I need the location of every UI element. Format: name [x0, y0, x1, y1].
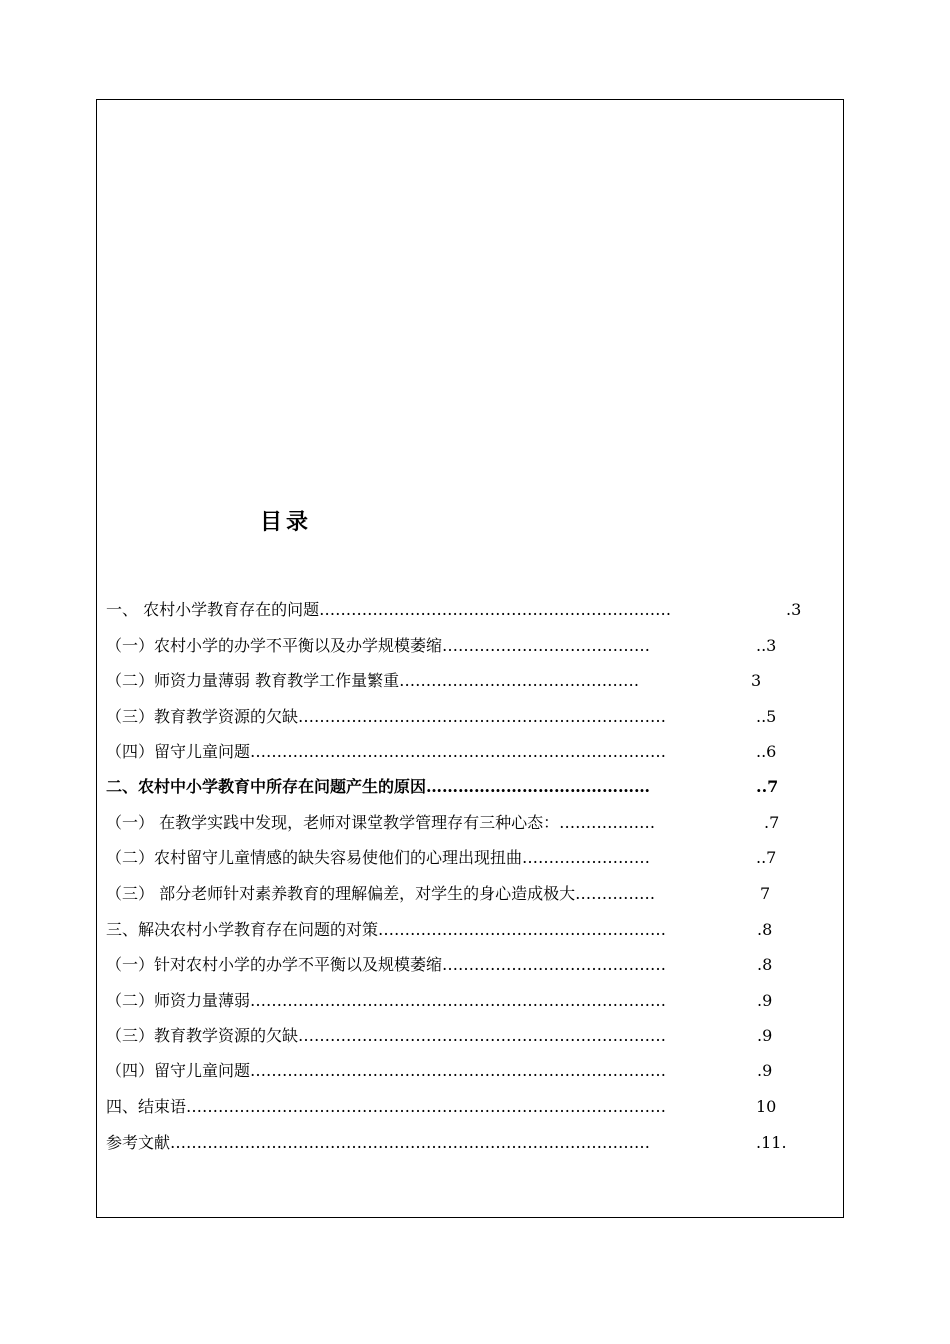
toc-entry-text: 参考文献……………………………………………………………………………… [106, 1133, 651, 1152]
toc-entry-text: （二）师资力量薄弱 教育教学工作量繁重……………………………………… [106, 671, 640, 690]
toc-entry[interactable] [106, 880, 770, 908]
toc-entry-page: .9 [757, 991, 773, 1010]
toc-title: 目录 [260, 510, 313, 535]
toc-entry-text: 二、农村中小学教育中所存在问题产生的原因…………………………………… [106, 777, 651, 796]
toc-entry-text: 四、结束语……………………………………………………………………………… [106, 1097, 667, 1116]
toc-entry-page: ..7 [756, 848, 777, 867]
toc-entry-page: .11. [756, 1133, 787, 1152]
toc-entry[interactable] [106, 1057, 772, 1085]
toc-entry[interactable] [106, 1093, 776, 1121]
toc-entry[interactable] [106, 703, 776, 731]
toc-entry-page: ..6 [756, 742, 777, 761]
toc-entry-text: 一、 农村小学教育存在的问题………………………………………………………… [106, 600, 672, 619]
toc-entry[interactable] [106, 844, 776, 872]
toc-entry-page: ..3 [756, 636, 777, 655]
toc-entry[interactable] [106, 916, 772, 944]
toc-entry[interactable] [106, 1022, 772, 1050]
toc-entry-page: .7 [764, 813, 780, 832]
toc-entry-page: 3 [751, 671, 762, 690]
toc-entry-text: （一）针对农村小学的办学不平衡以及规模萎缩…………………………………… [106, 955, 667, 974]
toc-entry-text: （二）师资力量薄弱…………………………………………………………………… [106, 991, 667, 1010]
toc-entry-text: （三）教育教学资源的欠缺…………………………………………………………… [106, 1026, 667, 1045]
toc-entry[interactable] [106, 667, 761, 695]
toc-entry-text: （二）农村留守儿童情感的缺失容易使他们的心理出现扭曲…………………… [106, 848, 651, 867]
toc-entry[interactable] [106, 632, 776, 660]
toc-entry-page: .8 [757, 955, 773, 974]
toc-entry-text: （三）教育教学资源的欠缺…………………………………………………………… [106, 707, 667, 726]
toc-entry-text: （四）留守儿童问题…………………………………………………………………… [106, 742, 667, 761]
toc-entry-text: （一） 在教学实践中发现，老师对课堂教学管理存有三种心态：……………… [106, 813, 656, 832]
toc-entry[interactable] [106, 738, 776, 766]
toc-entry-page: .3 [786, 600, 802, 619]
toc-entry-page: .9 [757, 1061, 773, 1080]
toc-entry[interactable] [106, 951, 772, 979]
toc-entry-text: （三） 部分老师针对素养教育的理解偏差，对学生的身心造成极大…………… [106, 884, 656, 903]
toc-entry[interactable] [106, 1129, 787, 1157]
toc-entry-page: 10 [756, 1097, 777, 1116]
toc-entry[interactable] [106, 809, 779, 837]
toc-entry-text: 三、解决农村小学教育存在问题的对策……………………………………………… [106, 920, 667, 939]
toc-entry[interactable] [106, 596, 801, 624]
toc-entry-page: .9 [757, 1026, 773, 1045]
toc-entry-page: ..7 [756, 777, 779, 796]
toc-entry-page: ..5 [756, 707, 777, 726]
toc-entry[interactable] [106, 773, 778, 801]
toc-entry-page: 7 [760, 884, 771, 903]
toc-entry[interactable] [106, 987, 772, 1015]
toc-entry-page: .8 [757, 920, 773, 939]
toc-entry-text: （四）留守儿童问题…………………………………………………………………… [106, 1061, 667, 1080]
toc-entry-text: （一）农村小学的办学不平衡以及办学规模萎缩………………………………… [106, 636, 651, 655]
